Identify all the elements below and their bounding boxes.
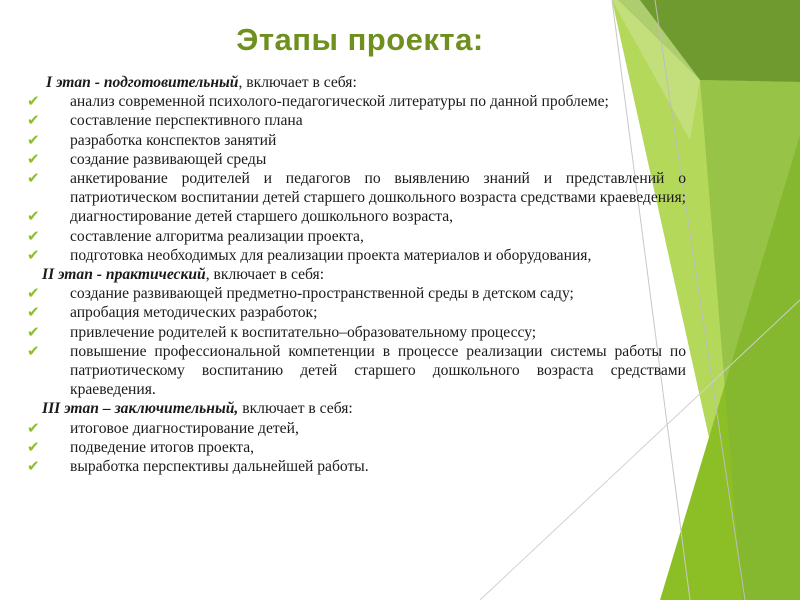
list-item: ✔ анализ современной психолого-педагогической литературы по данной проблеме; (27, 92, 609, 111)
list-item: ✔ разработка конспектов занятий (27, 130, 277, 149)
check-mark-icon: ✔ (27, 111, 40, 130)
list-item: ✔ диагностирование детей старшего дошкольного возраста, (27, 207, 454, 226)
check-mark-icon: ✔ (27, 169, 40, 188)
stage-2-heading (22, 265, 686, 284)
list-item: ✔ создание развивающей предметно-пространственной среды в детском саду; (27, 284, 574, 303)
check-mark-icon: ✔ (27, 245, 40, 264)
list-item: ✔ подготовка необходимых для реализации проекта материалов и оборудования, (27, 245, 592, 264)
stage-1-suffix: , включает в себя: (238, 74, 357, 91)
stage-3-name: III этап – заключительный, (42, 400, 239, 418)
check-mark-icon: ✔ (27, 418, 40, 437)
list-item: ✔ апробация методических разработок; (27, 303, 318, 322)
list-item: ✔ выработка перспективы дальнейшей работы. (27, 457, 369, 476)
check-mark-icon: ✔ (27, 284, 40, 303)
stage-2-suffix: , включает в себя: (205, 266, 325, 284)
stage-3-heading (22, 399, 686, 418)
check-mark-icon: ✔ (27, 130, 40, 149)
stage-2-list (22, 284, 686, 399)
list-item: ✔ анкетирование родителей и педагогов по выявлению знаний и представлений о патриотическом воспитании детей старшего дошкольного возраста средствами краеведения; (27, 169, 686, 207)
check-mark-icon: ✔ (27, 437, 40, 456)
check-mark-icon: ✔ (27, 303, 40, 322)
stage-1-name: I этап - подготовительный (46, 74, 239, 91)
list-item: ✔ привлечение родителей к воспитательно–образовательному процессу; (27, 322, 537, 341)
check-mark-icon: ✔ (27, 207, 40, 226)
list-item: ✔ составление перспективного плана (27, 111, 303, 130)
list-item: ✔ создание развивающей среды (27, 149, 267, 168)
list-item: ✔ составление алгоритма реализации проекта, (27, 226, 364, 245)
stage-1-list (22, 92, 686, 265)
check-mark-icon: ✔ (27, 457, 40, 476)
check-mark-icon: ✔ (27, 92, 40, 111)
stage-1-heading (22, 73, 686, 92)
slide-title: Этапы проекта: (236, 22, 484, 57)
list-item: ✔ итоговое диагностирование детей, (27, 418, 299, 437)
stage-3-suffix: включает в себя: (238, 400, 353, 418)
stage-3-list (22, 419, 686, 477)
list-item: ✔ подведение итогов проекта, (27, 437, 255, 456)
check-mark-icon: ✔ (27, 226, 40, 245)
stage-2-name: II этап - практический (42, 266, 206, 284)
list-item: ✔ повышение профессиональной компетенции в процессе реализации системы работы по патриотическому воспитанию детей старшего дошкольного возраста средствами краеведения. (27, 341, 686, 399)
stages-content (22, 73, 686, 476)
check-mark-icon: ✔ (27, 322, 40, 341)
check-mark-icon: ✔ (27, 341, 40, 360)
check-mark-icon: ✔ (27, 149, 40, 168)
